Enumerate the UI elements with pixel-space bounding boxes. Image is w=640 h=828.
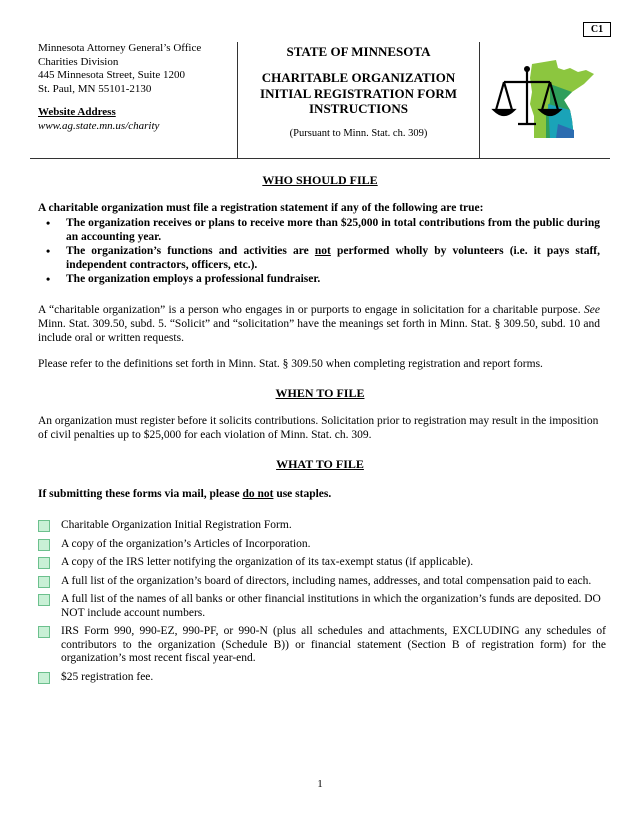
filing-checklist [38,519,606,689]
agency-address [38,42,233,133]
list-item: • The organization receives or plans to receive more than $25,000 in total contributions from the public during an accounting year. [46,216,600,243]
checklist-item: Charitable Organization Initial Registration Form. [38,519,606,533]
checkbox[interactable] [38,626,50,638]
checklist-item: IRS Form 990, 990-EZ, 990-PF, or 990-N (plus all schedules and attachments, EXCLUDING any schedules of contributors to the organization (Schedule B)) or financial statement (Section B of registration form) for the organization’s most recent fiscal year-end. [38,625,606,666]
checklist-item: $25 registration fee. [38,671,606,685]
header-rule [30,158,610,159]
list-item: • The organization’s functions and activities are not performed wholly by volunteers (i.e. it pays staff, independent contractors, officers, etc.). [46,244,600,271]
who-should-file-heading: WHO SHOULD FILE [262,173,378,187]
checkbox[interactable] [38,594,50,606]
address-line: 445 Minnesota Street, Suite 1200 [38,69,185,81]
form-title: CHARITABLE ORGANIZATION INITIAL REGISTRATION FORM INSTRUCTIONS [260,70,457,116]
minnesota-scales-of-justice-logo-icon [490,58,602,145]
list-item: • The organization employs a professional fundraiser. [46,272,321,286]
what-to-file-heading: WHAT TO FILE [276,457,364,471]
checklist-item: A full list of the names of all banks or other financial institutions in which the organization’s funds are deposited. DO NOT include account numbers. [38,593,606,620]
address-line: St. Paul, MN 55101-2130 [38,82,152,95]
who-intro: A charitable organization must file a registration statement if any of the following are true: [38,202,484,214]
page-number: 1 [317,778,323,790]
mail-instruction: If submitting these forms via mail, please do not use staples. [38,488,332,500]
checkbox[interactable] [38,557,50,569]
form-code-badge: C1 [583,22,611,37]
checkbox[interactable] [38,539,50,551]
checkbox[interactable] [38,672,50,684]
statute-reference: (Pursuant to Minn. Stat. ch. 309) [289,127,428,139]
address-line: Minnesota Attorney General’s Office [38,42,202,54]
state-title: STATE OF MINNESOTA [286,44,431,59]
form-title-block [238,44,479,140]
definition-paragraph: A “charitable organization” is a person who engages in or purports to engage in solicitation for a charitable purpose. See Minn. Stat. 309.50, subd. 5. “Solicit” and “solicitation” have the meanings set forth in Minn. Stat. § 309.50, subd. 10 and include oral or written requests. [38,304,600,344]
website-url[interactable]: www.ag.state.mn.us/charity [38,119,160,132]
checklist-item: A full list of the organization’s board of directors, including names, addresses, and total compensation paid to each. [38,575,606,589]
checklist-item: A copy of the IRS letter notifying the organization of its tax-exempt status (if applicable). [38,556,606,570]
header-divider-right [479,42,480,158]
when-paragraph: An organization must register before it solicits contributions. Solicitation prior to registration may result in the imposition of civil penalties up to $25,000 for each violation of Minn. Stat. ch. 309. [38,415,599,441]
when-to-file-heading: WHEN TO FILE [275,386,365,400]
who-criteria-list [38,216,600,286]
refer-paragraph: Please refer to the definitions set forth in Minn. Stat. § 309.50 when completing registration and report forms. [38,358,543,370]
website-label: Website Address [38,106,116,118]
checklist-item: A copy of the organization’s Articles of Incorporation. [38,538,606,552]
checkbox[interactable] [38,576,50,588]
checkbox[interactable] [38,520,50,532]
address-line: Charities Division [38,55,119,68]
